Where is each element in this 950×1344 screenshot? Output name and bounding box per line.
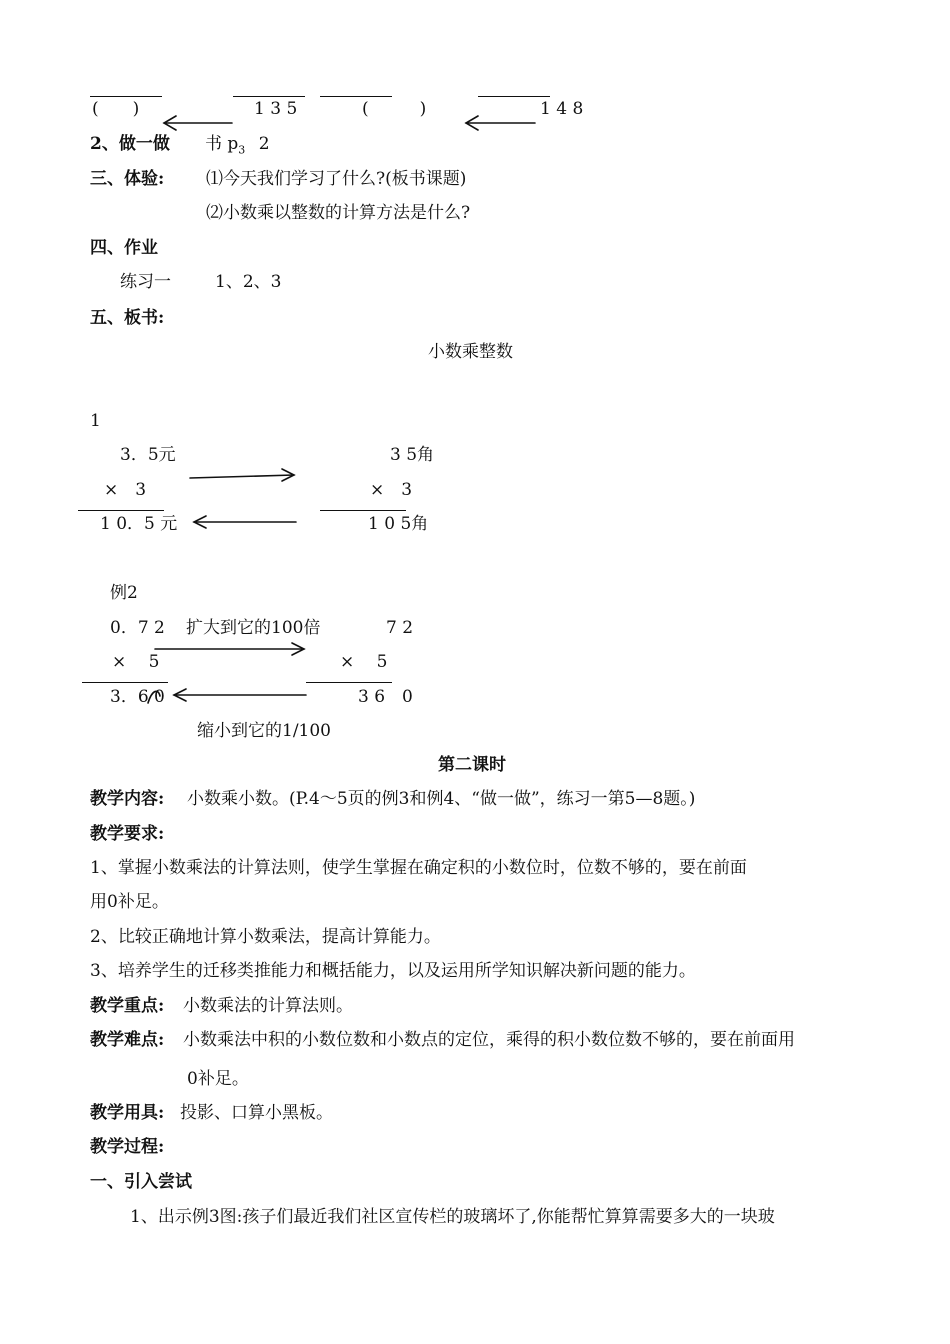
ex1-result-right: 1 0 5角 bbox=[368, 514, 429, 534]
homework-items: 1、2、3 bbox=[215, 272, 282, 292]
ex2-multiplicand-left: 0．7 2 bbox=[110, 618, 165, 638]
ex1-result-left: 1 0．5 元 bbox=[100, 514, 178, 534]
tools-label: 教学用具: bbox=[90, 1103, 165, 1123]
difficulty-text-b: 0补足。 bbox=[187, 1069, 249, 1089]
ex1-multiplier-left: × 3 bbox=[104, 480, 147, 500]
number-135: 1 3 5 bbox=[254, 99, 298, 119]
ex1-multiplicand-left: 3．5元 bbox=[120, 445, 176, 465]
board-title: 小数乘整数 bbox=[428, 342, 513, 362]
difficulty-text-a: 小数乘法中积的小数位数和小数点的定位，乘得的积小数位数不够的，要在前面用 bbox=[183, 1030, 795, 1050]
ex2-result-right: 3 6 0 bbox=[358, 687, 413, 707]
arrow-right-icon bbox=[190, 469, 294, 481]
board-heading: 五、板书: bbox=[90, 308, 165, 328]
lesson-2-title: 第二课时 bbox=[438, 755, 506, 775]
paren-blank-right: ( ) bbox=[362, 99, 427, 119]
content-label: 教学内容: bbox=[90, 789, 165, 809]
ex2-multiplier-right: × 5 bbox=[340, 652, 388, 672]
ex2-multiplicand-right: 7 2 bbox=[386, 618, 414, 638]
requirement-1b: 用0补足。 bbox=[90, 892, 169, 912]
content-text: 小数乘小数。(P.4～5页的例3和例4、“做一做”，练习一第5—8题。) bbox=[187, 789, 696, 809]
requirement-1a: 1、掌握小数乘法的计算法则，使学生掌握在确定积的小数位时，位数不够的，要在前面 bbox=[90, 858, 747, 878]
arrow-left-icon bbox=[194, 516, 296, 528]
ex2-note-enlarge: 扩大到它的100倍 bbox=[186, 618, 321, 638]
homework-exercise: 练习一 bbox=[120, 272, 171, 292]
example-2-label: 例2 bbox=[110, 583, 138, 603]
arrow-left-icon bbox=[174, 689, 306, 701]
step-1-1-text: 1、出示例3图:孩子们最近我们社区宣传栏的玻璃坏了,你能帮忙算算需要多大的一块玻 bbox=[130, 1207, 775, 1227]
focus-text: 小数乘法的计算法则。 bbox=[183, 996, 353, 1016]
decimal-shift-curve-icon bbox=[148, 691, 160, 703]
ex2-multiplier-left: × 5 bbox=[112, 652, 160, 672]
book-ref-num: 2 bbox=[258, 134, 270, 154]
example-1-label: 1 bbox=[90, 411, 101, 431]
paren-blank-left: ( ) bbox=[92, 99, 140, 119]
number-148: 1 4 8 bbox=[540, 99, 584, 119]
difficulty-label: 教学难点: bbox=[90, 1030, 165, 1050]
do-exercise-label: 2、做一做 bbox=[90, 134, 170, 154]
arrow-left-icon bbox=[466, 116, 535, 130]
book-ref-page: 3 bbox=[238, 143, 246, 157]
process-label: 教学过程: bbox=[90, 1137, 165, 1157]
tools-text: 投影、口算小黑板。 bbox=[180, 1103, 333, 1123]
arrow-right-icon bbox=[155, 643, 304, 655]
step-1-heading: 一、引入尝试 bbox=[90, 1172, 192, 1192]
ex2-result-left: 3．6 0 bbox=[110, 687, 165, 707]
experience-heading: 三、体验: bbox=[90, 169, 165, 189]
experience-question-2: ⑵小数乘以整数的计算方法是什么? bbox=[206, 203, 471, 223]
ex1-multiplicand-right: 3 5角 bbox=[390, 445, 435, 465]
arrow-left-icon bbox=[164, 116, 232, 130]
requirements-label: 教学要求: bbox=[90, 824, 165, 844]
homework-heading: 四、作业 bbox=[90, 238, 158, 258]
focus-label: 教学重点: bbox=[90, 996, 165, 1016]
experience-question-1: ⑴今天我们学习了什么?(板书课题) bbox=[206, 169, 467, 189]
ex1-multiplier-right: × 3 bbox=[370, 480, 413, 500]
ex2-note-shrink: 缩小到它的1/100 bbox=[197, 721, 331, 741]
requirement-3: 3、培养学生的迁移类推能力和概括能力，以及运用所学知识解决新问题的能力。 bbox=[90, 961, 696, 981]
book-ref-text: 书 p bbox=[205, 134, 239, 154]
requirement-2: 2、比较正确地计算小数乘法，提高计算能力。 bbox=[90, 927, 441, 947]
